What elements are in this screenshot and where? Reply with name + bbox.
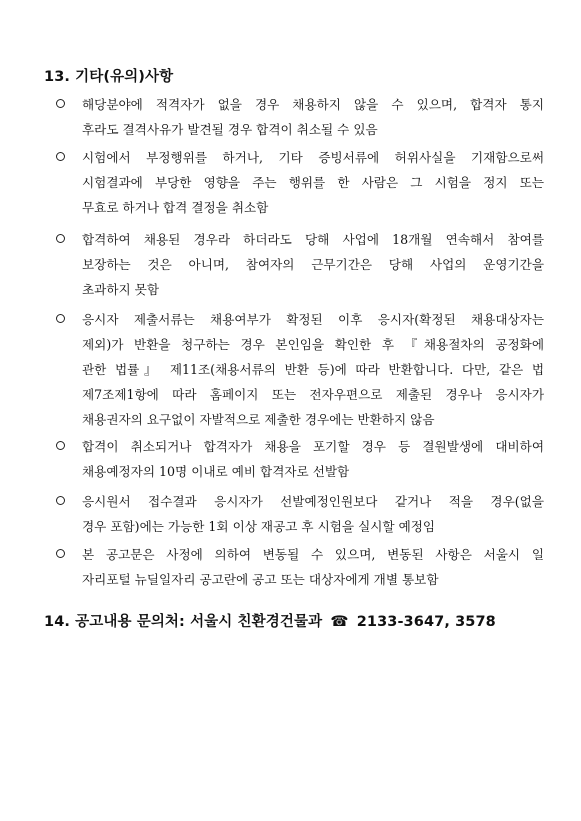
item-line: 후라도 결격사유가 발견될 경우 합격이 취소될 수 있음 bbox=[82, 122, 378, 137]
item-line: 채용권자의 요구없이 자발적으로 제출한 경우에는 반환하지 않음 bbox=[82, 412, 435, 427]
item-line: 합격하여 채용된 경우라 하더라도 당해 사업에 18개월 연속해서 참여를 bbox=[82, 232, 544, 247]
item-line: 응시원서 접수결과 응시자가 선발예정인원보다 같거나 적을 경우(없을 bbox=[82, 494, 544, 509]
item-line: 무효로 하거나 합격 결정을 취소함 bbox=[82, 200, 269, 215]
item-line: 시험에서 부정행위를 하거나, 기타 증빙서류에 허위사실을 기재함으로써 bbox=[82, 150, 544, 165]
item-line: 관한 법률』 제11조(채용서류의 반환 등)에 따라 반환합니다. 다만, 같은 법 bbox=[82, 362, 544, 377]
item-line: 해당분야에 적격자가 없을 경우 채용하지 않을 수 있으며, 합격자 통지 bbox=[82, 97, 544, 112]
telephone-icon: ☎ bbox=[330, 614, 349, 630]
contact-label: 14. 공고내용 문의처: 서울시 친환경건물과 bbox=[44, 614, 323, 630]
contact-phone-numbers: 2133-3647, 3578 bbox=[356, 614, 496, 630]
item-line: 제외)가 반환을 청구하는 경우 본인임을 확인한 후 『채용절차의 공정화에 bbox=[82, 337, 544, 352]
circle-bullet-icon bbox=[56, 496, 65, 505]
item-line: 제7조제1항에 따라 홈페이지 또는 전자우편으로 제출된 경우나 응시자가 bbox=[82, 387, 544, 402]
circle-bullet-icon bbox=[56, 99, 65, 108]
item-line: 채용예정자의 10명 이내로 예비 합격자로 선발함 bbox=[82, 464, 350, 479]
circle-bullet-icon bbox=[56, 314, 65, 323]
circle-bullet-icon bbox=[56, 441, 65, 450]
item-line: 합격이 취소되거나 합격자가 채용을 포기할 경우 등 결원발생에 대비하여 bbox=[82, 439, 544, 454]
item-line: 초과하지 못함 bbox=[82, 282, 159, 297]
circle-bullet-icon bbox=[56, 152, 65, 161]
section-13-heading: 13. 기타(유의)사항 bbox=[44, 69, 174, 85]
item-line: 자리포털 뉴딜일자리 공고란에 공고 또는 대상자에게 개별 통보함 bbox=[82, 572, 439, 587]
circle-bullet-icon bbox=[56, 549, 65, 558]
item-line: 시험결과에 부당한 영향을 주는 행위를 한 사람은 그 시험을 정지 또는 bbox=[82, 175, 544, 190]
item-line: 응시자 제출서류는 채용여부가 확정된 이후 응시자(확정된 채용대상자는 bbox=[82, 312, 544, 327]
item-line: 경우 포함)에는 가능한 1회 이상 재공고 후 시험을 실시할 예정임 bbox=[82, 519, 436, 534]
item-line: 본 공고문은 사정에 의하여 변동될 수 있으며, 변동된 사항은 서울시 일 bbox=[82, 547, 544, 562]
item-line: 보장하는 것은 아니며, 참여자의 근무기간은 당해 사업의 운영기간을 bbox=[82, 257, 544, 272]
section-14-contact bbox=[44, 610, 496, 631]
circle-bullet-icon bbox=[56, 234, 65, 243]
